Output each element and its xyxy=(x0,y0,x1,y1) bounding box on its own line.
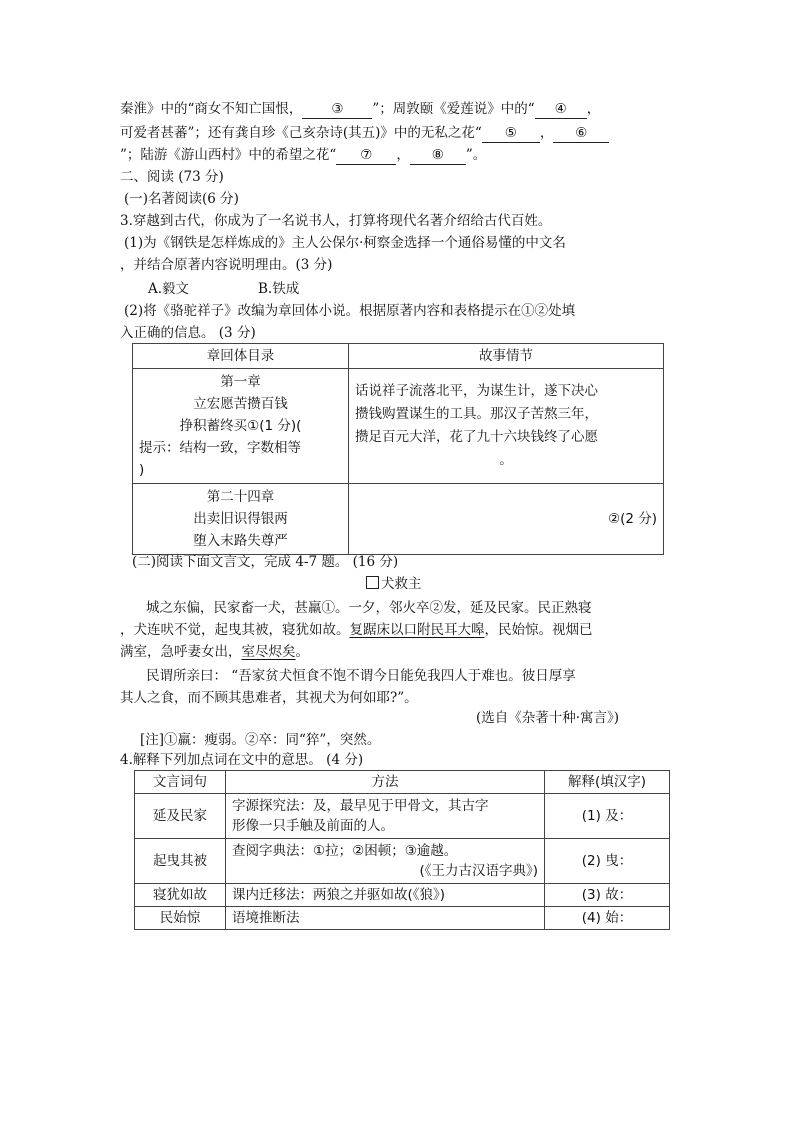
classical-line-2 xyxy=(120,621,593,639)
text: 堕入末路失尊严 xyxy=(193,533,288,549)
table-header: 方法 xyxy=(226,771,545,794)
text: 秦淮》中的“商女不知亡国恨， xyxy=(120,101,303,117)
method-cell xyxy=(226,839,545,884)
answer-cell-4[interactable]: (4) 始： xyxy=(545,907,670,930)
text: 。 xyxy=(499,452,513,468)
section-heading: 二、阅读 (73 分) xyxy=(120,169,224,185)
text: ， xyxy=(586,101,601,117)
blank-3[interactable]: ③ xyxy=(302,100,372,119)
question-4-stem: 4.解释下列加点词在文中的意思。 (4 分) xyxy=(120,752,364,768)
answer-cell-1[interactable]: (1) 及： xyxy=(545,794,670,839)
vocab-table xyxy=(134,770,670,930)
underlined-sentence: 室尽烬矣 xyxy=(241,644,296,660)
footnote: [注]①羸：瘦弱。②卒：同“猝”，突然。 xyxy=(140,732,381,748)
text: ， xyxy=(539,125,554,141)
method-cell xyxy=(226,794,545,839)
text: (《王力古汉语字典》) xyxy=(419,863,538,879)
blank-8[interactable]: ⑧ xyxy=(410,146,466,165)
question-3-2-line-1: (2)将《骆驼祥子》改编为章回体小说。根据原著内容和表格提示在①②处填 xyxy=(124,303,576,319)
text: 。 xyxy=(295,644,309,660)
text: ，犬连吠不觉，起曳其被，寝犹如故。 xyxy=(120,622,350,638)
option-a[interactable]: A.毅文 xyxy=(148,281,190,297)
vocab-phrase: 延及民家 xyxy=(135,794,226,839)
underlined-sentence: 复踞床以口附民耳大嗥 xyxy=(349,622,485,638)
checkbox-icon xyxy=(366,576,379,589)
blank-6[interactable]: ⑥ xyxy=(553,124,609,143)
text: 可爱者甚蕃”；还有龚自珍《己亥杂诗(其五)》中的无私之花“ xyxy=(120,125,482,141)
text: 满室，急呼妻女出， xyxy=(120,644,242,660)
text: 字源探究法：及，最早见于甲骨文，其古字 xyxy=(232,798,489,814)
text: ”。 xyxy=(465,147,487,163)
vocab-phrase: 起曳其被 xyxy=(135,839,226,884)
text: 话说祥子流落北平，为谋生计，遂下决心 xyxy=(355,383,598,399)
question-3-2-line-2: 入正确的信息。 (3 分) xyxy=(120,325,256,341)
text: 立宏愿苦攒百钱 xyxy=(193,396,288,412)
text: ”；周敦颐《爱莲说》中的“ xyxy=(372,101,535,117)
table-header: 章回体目录 xyxy=(133,344,349,369)
text: 挣积蓄终买①(1 分)( xyxy=(179,418,302,434)
chapter-24-answer-cell[interactable]: ②(2 分) xyxy=(349,484,664,555)
blank-5[interactable]: ⑤ xyxy=(482,124,540,143)
text: 攒钱购置谋生的工具。那汉子苦熬三年， xyxy=(355,406,598,422)
text: 第一章 xyxy=(220,374,261,390)
text: 形像一只手触及前面的人。 xyxy=(232,818,394,834)
question-3-1-line-2: ，并结合原著内容说明理由。(3 分) xyxy=(120,257,333,273)
blank-4[interactable]: ④ xyxy=(535,100,587,119)
chapter-table xyxy=(132,343,664,555)
text: ) xyxy=(139,462,145,478)
classical-line-5: 其人之食，而不顾其患难者，其视犬为何如耶?”。 xyxy=(120,690,418,706)
classical-line-4: 民谓所亲曰： “吾家贫犬恒食不饱不谓今日能免我四人于难也。彼日厚享 xyxy=(146,668,576,684)
answer-cell-2[interactable]: (2) 曳： xyxy=(545,839,670,884)
title-text: 犬救主 xyxy=(381,576,422,592)
poem-line-1 xyxy=(120,100,600,119)
vocab-phrase: 民始惊 xyxy=(135,907,226,930)
option-b[interactable]: B.铁成 xyxy=(258,281,300,297)
text: ， xyxy=(396,147,410,163)
table-header: 文言词句 xyxy=(135,771,226,794)
text: ”；陆游《游山西村》中的希望之花“ xyxy=(120,147,337,163)
classical-line-3 xyxy=(120,643,309,661)
table-header: 解释(填汉字) xyxy=(545,771,670,794)
vocab-phrase: 寝犹如故 xyxy=(135,884,226,907)
text: 提示：结构一致，字数相等 xyxy=(139,440,301,456)
chapter-1-title-cell xyxy=(133,369,349,484)
answer-cell-3[interactable]: (3) 故： xyxy=(545,884,670,907)
blank-7[interactable]: ⑦ xyxy=(336,146,396,165)
text: 出卖旧识得银两 xyxy=(193,511,288,527)
chapter-1-story-cell xyxy=(349,369,664,484)
text: ，民始惊。视烟已 xyxy=(484,622,593,638)
classical-line-1: 城之东偏，民家畜一犬，甚羸①。一夕，邻火卒②发，延及民家。民正熟寝 xyxy=(146,600,592,616)
text: 第二十四章 xyxy=(206,489,275,505)
source-citation: (选自《杂著十种·寓言》) xyxy=(476,710,620,726)
method-cell: 课内迁移法：两狼之并驱如故(《狼》) xyxy=(226,884,545,907)
poem-line-3 xyxy=(120,146,486,165)
text: 攒足百元大洋，花了九十六块钱终了心愿 xyxy=(355,429,598,445)
chapter-24-title-cell xyxy=(133,484,349,555)
text: 查阅字典法：①拉；②困顿；③逾越。 xyxy=(232,843,458,859)
classical-title xyxy=(366,575,422,593)
poem-line-2 xyxy=(120,124,609,143)
question-3-stem: 3.穿越到古代，你成为了一名说书人，打算将现代名著介绍给古代百姓。 xyxy=(120,213,552,229)
subsection-heading: (一)名著阅读(6 分) xyxy=(124,191,239,207)
method-cell: 语境推断法 xyxy=(226,907,545,930)
subsection-heading: (二)阅读下面文言文，完成 4-7 题。 (16 分) xyxy=(132,554,399,570)
table-header: 故事情节 xyxy=(349,344,664,369)
question-3-1-line-1: (1)为《钢铁是怎样炼成的》主人公保尔·柯察金选择一个通俗易懂的中文名 xyxy=(124,235,566,251)
